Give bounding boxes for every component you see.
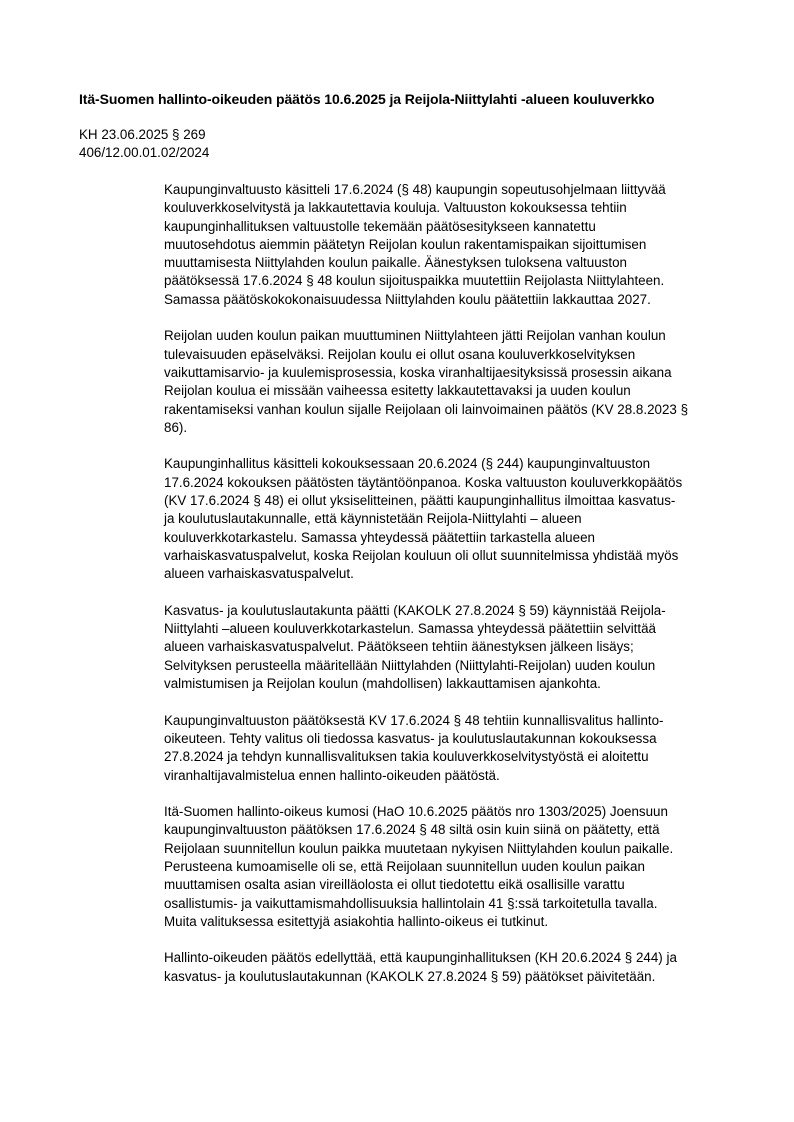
paragraph-line: muuttamisen osalta asian vireilläolosta ei ollut tiedotettu eikä osallisille varattu (164, 877, 625, 893)
paragraph (164, 181, 744, 309)
paragraph-line: Reijolaan suunnitellun koulun paikka muutetaan nykyisen Niittylahden koulun paikalle. (164, 840, 674, 856)
paragraph-line: osallistumis- ja vaikuttamismahdollisuuksia hallintolain 41 §:ssä tarkoitetulla tavalla. (164, 895, 658, 911)
paragraph-line: 86). (164, 419, 188, 435)
paragraph-line: päätöksessä 17.6.2024 § 48 koulun sijoituspaikka muutettiin Reijolasta Niittylahteen. (164, 273, 665, 289)
paragraph-line: Kaupunginvaltuuston päätöksestä KV 17.6.2024 § 48 tehtiin kunnallisvalitus hallinto- (164, 712, 664, 728)
paragraph-line: kaupunginvaltuuston päätöksen 17.6.2024 § 48 siltä osin kuin siinä on päätetty, että (164, 822, 660, 838)
paragraph-line: kasvatus- ja koulutuslautakunnan (KAKOLK 27.8.2024 § 59) päätökset päivitetään. (164, 968, 656, 984)
paragraph-line: 27.8.2024 ja tehdyn kunnallisvalituksen takia kouluverkkoselvitystyöstä ei aloitettu (164, 749, 649, 765)
paragraph-line: Perusteena kumoamiselle oli se, että Reijolaan suunnitellun uuden koulun paikan (164, 858, 645, 874)
paragraph-line: kouluverkkotarkastelu. Samassa yhteydessä päätettiin tarkastella alueen (164, 529, 595, 545)
meeting-reference: KH 23.06.2025 § 269 (79, 127, 206, 142)
paragraph-line: Itä-Suomen hallinto-oikeus kumosi (HaO 10.6.2025 päätös nro 1303/2025) Joensuun (164, 804, 668, 820)
paragraph (164, 327, 744, 437)
paragraph-line: ja koulutuslautakunnalle, että käynnistetään Reijola-Niittylahti – alueen (164, 511, 582, 527)
paragraph-line: muutosehdotus aiemmin päätetyn Reijolan koulun rakentamispaikan sijoittumisen (164, 236, 647, 252)
paragraph (164, 455, 744, 583)
paragraph-line: Kasvatus- ja koulutuslautakunta päätti (KAKOLK 27.8.2024 § 59) käynnistää Reijola- (164, 602, 666, 618)
paragraph-line: Kaupunginhallitus käsitteli kokouksessaan 20.6.2024 (§ 244) kaupunginvaltuuston (164, 456, 651, 472)
paragraph (164, 803, 744, 931)
paragraph-line: 17.6.2024 kokouksen päätösten täytäntöönpanoa. Koska valtuuston kouluverkkopäätös (164, 474, 683, 490)
paragraph-line: Hallinto-oikeuden päätös edellyttää, että kaupunginhallituksen (KH 20.6.2024 § 244) ja (164, 950, 677, 966)
paragraph-line: Muita valituksessa esitettyjä asiakohtia hallinto-oikeus ei tutkinut. (164, 913, 549, 929)
paragraph-line: valmistumisen ja Reijolan koulun (mahdollisen) lakkauttamisen ajankohta. (164, 676, 601, 692)
paragraph-line: varhaiskasvatuspalvelut, koska Reijolan kouluun oli ollut suunnitelmissa yhdistää myös (164, 547, 679, 563)
paragraph-line: kaupunginhallituksen valtuustolle tekemään päätösesitykseen kannatettu (164, 218, 596, 234)
paragraph-line: kouluverkkoselvitystä ja lakkautettavia kouluja. Valtuuston kokouksessa tehtiin (164, 200, 627, 216)
paragraph-line: rakentamiseksi vanhan koulun sijalle Reijolaan oli lainvoimainen päätös (KV 28.8.2023 § (164, 401, 689, 417)
document-title: Itä-Suomen hallinto-oikeuden päätös 10.6.2025 ja Reijola-Niittylahti -alueen kouluverkko (79, 91, 655, 107)
paragraph-line: alueen varhaiskasvatuspalvelut. (164, 566, 354, 582)
paragraph (164, 949, 744, 986)
paragraph-line: muuttamisesta Niittylahden koulun paikalle. Äänestyksen tuloksena valtuuston (164, 255, 627, 271)
record-number: 406/12.00.01.02/2024 (79, 145, 210, 160)
paragraph-line: vaikuttamisarvio- ja kuulemisprosessia, koska viranhaltijaesityksissä prosessin aikana (164, 364, 672, 380)
paragraph-line: viranhaltijavalmistelua ennen hallinto-oikeuden päätöstä. (164, 767, 500, 783)
paragraph-line: Niittylahti –alueen kouluverkkotarkastelun. Samassa yhteydessä päätettiin selvittää (164, 621, 657, 637)
document-body (164, 181, 744, 1004)
paragraph-line: Samassa päätöskokokonaisuudessa Niittylahden koulu päätettiin lakkauttaa 2027. (164, 291, 651, 307)
paragraph-line: Selvityksen perusteella määritellään Niittylahden (Niittylahti-Reijolan) uuden koulun (164, 657, 656, 673)
paragraph-line: oikeuteen. Tehty valitus oli tiedossa kasvatus- ja koulutuslautakunnan kokouksessa (164, 730, 657, 746)
paragraph-line: Reijolan koulua ei missään vaiheessa esitetty lakkautettavaksi ja uuden koulun (164, 383, 631, 399)
paragraph-line: Reijolan uuden koulun paikan muuttuminen Niittylahteen jätti Reijolan vanhan koulun (164, 328, 666, 344)
paragraph (164, 712, 744, 785)
paragraph-line: (KV 17.6.2024 § 48) ei ollut yksiselitteinen, päätti kaupunginhallitus ilmoittaa kasvatus- (164, 493, 676, 509)
paragraph-line: Kaupunginvaltuusto käsitteli 17.6.2024 (§ 48) kaupungin sopeutusohjelmaan liittyvää (164, 182, 666, 197)
paragraph-line: tulevaisuuden epäselväksi. Reijolan koulu ei ollut osana kouluverkkoselvityksen (164, 346, 636, 362)
document-meta (79, 126, 209, 162)
paragraph-line: alueen varhaiskasvatuspalvelut. Päätökseen tehtiin äänestyksen jälkeen lisäys; (164, 639, 634, 655)
paragraph (164, 602, 744, 693)
